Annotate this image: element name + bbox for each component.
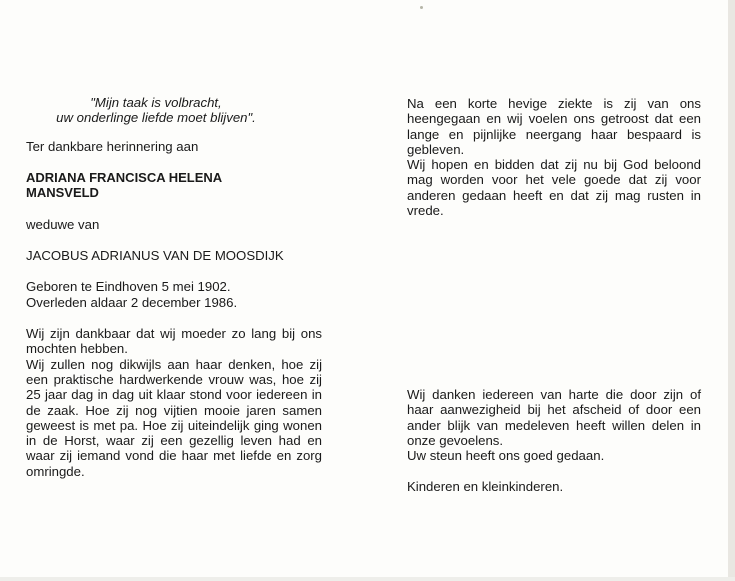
prayer-paragraph: Wij hopen en bidden dat zij nu bij God beloond mag worden voor het vele goede dat zij voor anderen gedaan heeft en dat zij mag rusten in vrede. bbox=[407, 157, 701, 219]
husband-name: JACOBUS ADRIANUS VAN DE MOOSDIJK bbox=[26, 248, 284, 264]
left-column bbox=[26, 95, 322, 479]
memories-paragraph: Wij zullen nog dikwijls aan haar denken, hoe zij een praktische hardwerkende vrouw was, hoe zij 25 jaar dag in dag uit klaar stond voor iedereen in de zaak. Hoe zij nog vijtien mooie jaren samen geweest is met pa. Hoe zij uiteindelijk ging wonen in de Horst, waar zij een gezellig leven had en waar zij iemand vond die haar met liefde en zorg omringde. bbox=[26, 356, 322, 479]
thanks-paragraph: Wij danken iedereen van harte die door zijn of haar aanwezigheid bij het afscheid of door een ander blijk van medeleven heeft willen delen in onze gevoelens. bbox=[407, 387, 701, 448]
quote-line-1: "Mijn taak is volbracht, bbox=[90, 95, 222, 110]
right-column-bottom bbox=[407, 387, 701, 495]
opening-quote bbox=[26, 95, 286, 126]
death-date: Overleden aldaar 2 december 1986. bbox=[26, 294, 238, 310]
intro-text: Ter dankbare herinnering aan bbox=[26, 138, 199, 154]
paper-speck bbox=[420, 6, 423, 9]
card-bottom-edge bbox=[0, 577, 735, 581]
deceased-name-line-2: MANSVELD bbox=[26, 185, 99, 201]
illness-paragraph: Na een korte hevige ziekte is zij van ons heengegaan en wij voelen ons getroost dat een lange en pijnlijke neergang haar bespaard is gebleven. bbox=[407, 96, 701, 157]
support-line: Uw steun heeft ons goed gedaan. bbox=[407, 448, 605, 464]
widow-of-text: weduwe van bbox=[26, 216, 100, 232]
quote-line-2: uw onderlinge liefde moet blijven". bbox=[56, 110, 256, 126]
deceased-name-line-1: ADRIANA FRANCISCA HELENA bbox=[26, 169, 223, 185]
gratitude-paragraph: Wij zijn dankbaar dat wij moeder zo lang bij ons mochten hebben. bbox=[26, 326, 322, 357]
birth-date: Geboren te Eindhoven 5 mei 1902. bbox=[26, 279, 231, 295]
right-column-top bbox=[407, 96, 701, 218]
card-edge bbox=[728, 0, 735, 581]
closing-signature: Kinderen en kleinkinderen. bbox=[407, 479, 564, 495]
